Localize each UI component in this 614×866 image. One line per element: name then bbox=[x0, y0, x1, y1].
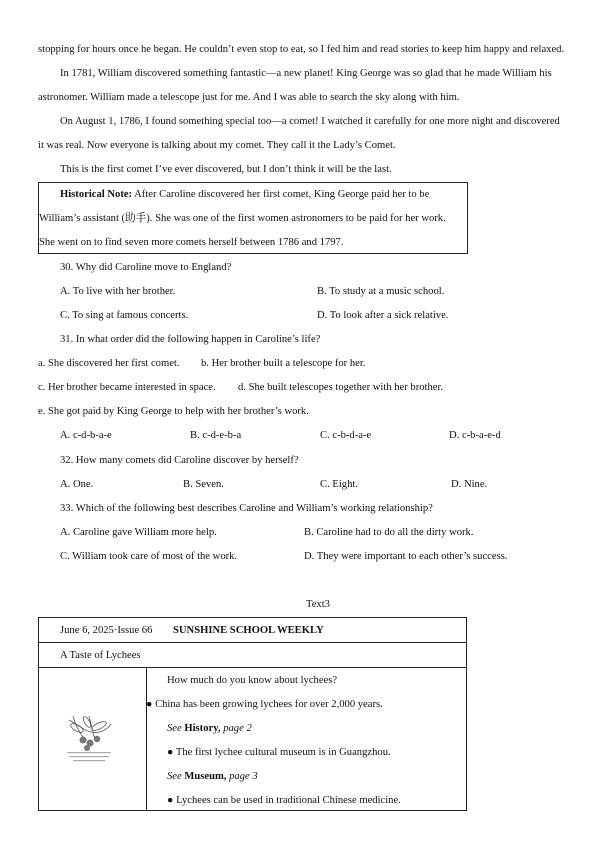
option-c[interactable]: C. To sing at famous concerts. bbox=[60, 310, 189, 321]
see-topic: Museum, bbox=[184, 771, 227, 782]
event-e: e. She got paid by King George to help with her brother’s work. bbox=[38, 406, 309, 417]
option-d[interactable]: D. Nine. bbox=[451, 479, 488, 490]
event-c: c. Her brother became interested in space. bbox=[38, 382, 216, 393]
passage-line: astronomer. William made a telescope just for me. And I was able to search the sky along with him. bbox=[38, 92, 460, 103]
option-a[interactable]: A. One. bbox=[60, 479, 94, 490]
bullet-icon: ● bbox=[167, 747, 174, 758]
option-a[interactable]: A. c-d-b-a-e bbox=[60, 430, 112, 441]
lychee-fruit bbox=[94, 736, 100, 742]
event-a: a. She discovered her first comet. bbox=[38, 358, 180, 369]
option-a[interactable]: A. To live with her brother. bbox=[60, 286, 176, 297]
see-page: page 3 bbox=[226, 771, 258, 782]
text3-label: Text3 bbox=[306, 599, 330, 610]
option-b[interactable]: B. Caroline had to do all the dirty work. bbox=[304, 527, 474, 538]
option-c[interactable]: C. William took care of most of the work. bbox=[60, 551, 238, 562]
question-stem: 33. Which of the following best describes Caroline and William’s working relationship? bbox=[60, 503, 433, 514]
option-d[interactable]: D. c-b-a-e-d bbox=[449, 430, 501, 441]
note-line bbox=[60, 188, 429, 201]
lychee-fruit bbox=[80, 737, 87, 744]
note-line: William’s assistant (助手). She was one of the first women astronomers to be paid for her work. bbox=[39, 213, 446, 224]
fact-text: China has been growing lychees for over 2,000 years. bbox=[155, 699, 383, 710]
option-b[interactable]: B. Seven. bbox=[183, 479, 224, 490]
question-stem: 32. How many comets did Caroline discover by herself? bbox=[60, 455, 299, 466]
fact-text: The first lychee cultural museum is in Guangzhou. bbox=[175, 747, 391, 758]
passage-line: This is the first comet I’ve ever discovered, but I don’t think it will be the last. bbox=[60, 164, 392, 175]
fact-item bbox=[146, 698, 383, 711]
section-title: A Taste of Lychees bbox=[60, 650, 141, 661]
note-heading: Historical Note: bbox=[60, 189, 133, 200]
option-b[interactable]: B. To study at a music school. bbox=[317, 286, 445, 297]
caption-scribble bbox=[67, 752, 111, 753]
newsletter-title: SUNSHINE SCHOOL WEEKLY bbox=[173, 625, 324, 636]
fact-item bbox=[167, 746, 391, 759]
fact-text: Lychees can be used in traditional Chinese medicine. bbox=[176, 795, 401, 806]
intro-question: How much do you know about lychees? bbox=[167, 675, 338, 686]
question-stem: 30. Why did Caroline move to England? bbox=[60, 262, 232, 273]
see-reference[interactable] bbox=[167, 770, 258, 783]
caption-scribble bbox=[69, 756, 109, 757]
leaf-shape bbox=[90, 720, 107, 732]
fact-item bbox=[167, 794, 401, 807]
historical-note-box bbox=[38, 182, 468, 254]
event-d: d. She built telescopes together with her brother. bbox=[238, 382, 444, 393]
note-line: She went on to find seven more comets herself between 1786 and 1797. bbox=[39, 237, 344, 248]
lychee-fruit bbox=[84, 745, 90, 751]
lychee-illustration-image bbox=[63, 710, 115, 766]
column-divider bbox=[146, 668, 147, 810]
passage-line: stopping for hours once he began. He couldn’t even stop to eat, so I fed him and read stories to keep him happy and relaxed. bbox=[38, 44, 565, 55]
newsletter-table bbox=[38, 617, 467, 811]
leaf-shape bbox=[69, 722, 84, 734]
see-reference[interactable] bbox=[167, 722, 252, 735]
see-topic: History, bbox=[184, 723, 221, 734]
passage-line: it was real. Now everyone is talking about my comet. They call it the Lady’s Comet. bbox=[38, 140, 396, 151]
caption-scribble bbox=[73, 760, 105, 761]
see-prefix: See bbox=[167, 723, 185, 734]
passage-line: On August 1, 1786, I found something special too—a comet! I watched it carefully for one more night and discovered bbox=[60, 116, 560, 127]
see-prefix: See bbox=[167, 771, 185, 782]
passage-line: In 1781, William discovered something fantastic—a new planet! King George was so glad that he made William his bbox=[60, 68, 552, 79]
option-d[interactable]: D. They were important to each other’s success. bbox=[304, 551, 508, 562]
question-stem: 31. In what order did the following happen in Caroline’s life? bbox=[60, 334, 321, 345]
option-c[interactable]: C. c-b-d-a-e bbox=[320, 430, 372, 441]
event-b: b. Her brother built a telescope for her. bbox=[201, 358, 366, 369]
option-d[interactable]: D. To look after a sick relative. bbox=[317, 310, 449, 321]
option-a[interactable]: A. Caroline gave William more help. bbox=[60, 527, 217, 538]
bullet-icon: ● bbox=[146, 699, 153, 710]
option-b[interactable]: B. c-d-e-b-a bbox=[190, 430, 242, 441]
newsletter-date-issue: June 6, 2025·Issue 66 bbox=[60, 625, 153, 636]
option-c[interactable]: C. Eight. bbox=[320, 479, 358, 490]
bullet-icon: ● bbox=[167, 795, 174, 806]
note-text: After Caroline discovered her first comet, King George paid her to be bbox=[132, 189, 430, 200]
see-page: page 2 bbox=[220, 723, 252, 734]
